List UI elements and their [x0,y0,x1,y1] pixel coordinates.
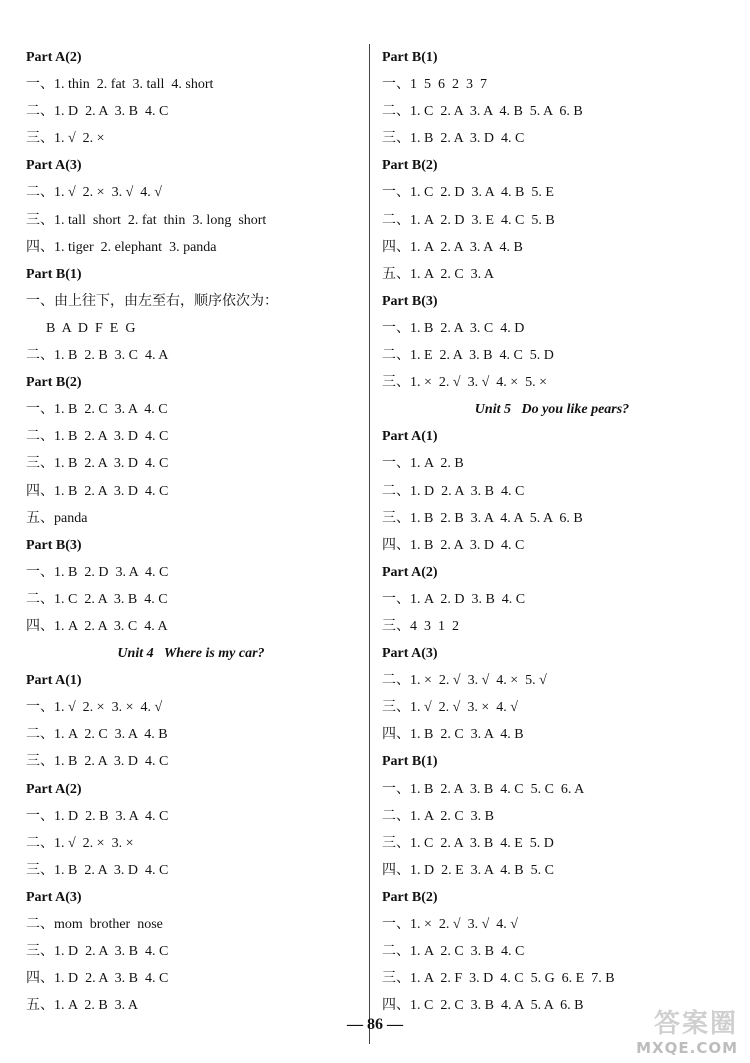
answer-line: 二、1. C 2. A 3. A 4. B 5. A 6. B [382,104,583,120]
answer-line: 二、1. D 2. A 3. B 4. C [26,104,169,120]
part-heading: Part A(1) [26,673,82,689]
watermark-logo [610,1003,738,1057]
left-answer-column [26,44,356,1019]
watermark-site: MXQE.COM [636,1039,738,1057]
answer-line: 五、panda [26,510,88,526]
part-heading: Part B(3) [26,537,82,553]
answer-line: 四、1. B 2. A 3. D 4. C [382,537,525,553]
answer-line: 二、1. √ 2. × 3. × [26,835,134,851]
answer-line: 二、1. × 2. √ 3. √ 4. × 5. √ [382,673,547,689]
answer-line: 三、1. B 2. A 3. D 4. C [26,862,169,878]
answer-line: 一、1. D 2. B 3. A 4. C [26,808,169,824]
answer-line: 二、1. A 2. D 3. E 4. C 5. B [382,212,555,228]
page-number: — 86 — [347,1016,403,1033]
part-heading: Part B(2) [26,375,82,391]
column-divider [369,44,370,1044]
part-heading: Part A(3) [26,158,82,174]
answer-line: 三、1. C 2. A 3. B 4. E 5. D [382,835,554,851]
part-heading: Part B(1) [382,50,438,65]
answer-line: 二、1. A 2. C 3. B 4. C [382,944,525,960]
answer-line: 一、1. B 2. A 3. B 4. C 5. C 6. A [382,781,585,797]
answer-line: 二、mom brother nose [26,917,163,932]
answer-line: 四、1. A 2. A 3. A 4. B [382,239,523,255]
answer-line: 一、1. × 2. √ 3. √ 4. √ [382,917,518,932]
answer-line: 二、1. B 2. B 3. C 4. A [26,348,169,364]
answer-line: 三、1. × 2. √ 3. √ 4. × 5. × [382,375,548,391]
answer-line: 三、1. B 2. B 3. A 4. A 5. A 6. B [382,510,583,526]
part-heading: Part B(3) [382,293,438,309]
part-heading: Part B(2) [382,158,438,174]
answer-line: 三、1. B 2. A 3. D 4. C [382,131,525,147]
answer-line: 三、1. B 2. A 3. D 4. C [26,456,169,472]
answer-line: 三、1. √ 2. × [26,131,105,147]
part-heading: Part A(2) [26,50,82,65]
answer-line: 三、1. √ 2. √ 3. × 4. √ [382,700,518,716]
right-answer-column [382,44,722,1019]
answer-line: 一、1. B 2. C 3. A 4. C [26,402,168,418]
answer-line: 二、1. B 2. A 3. D 4. C [26,429,169,445]
part-heading: Part B(2) [382,889,438,905]
unit-heading: Unit 5 Do you like pears? [474,402,630,418]
part-heading: Part A(1) [382,429,438,445]
answer-line: 二、1. D 2. A 3. B 4. C [382,483,525,499]
answer-line: 一、1. √ 2. × 3. × 4. √ [26,700,163,716]
answer-line: 四、1. A 2. A 3. C 4. A [26,618,168,634]
answer-line: 二、1. √ 2. × 3. √ 4. √ [26,185,162,201]
answer-line: 一、1. A 2. B [382,456,464,472]
answer-line: 一、1. C 2. D 3. A 4. B 5. E [382,185,554,201]
answer-line: 三、1. D 2. A 3. B 4. C [26,944,169,960]
part-heading: Part A(3) [382,646,438,662]
answer-line: 四、1. D 2. A 3. B 4. C [26,971,169,987]
part-heading: Part A(2) [382,564,438,580]
watermark-logo-text: 答案圈 [653,1009,738,1039]
answer-line: 五、1. A 2. C 3. A [382,266,495,282]
part-heading: Part A(2) [26,781,82,797]
part-heading: Part B(1) [26,266,82,282]
answer-line: 二、1. E 2. A 3. B 4. C 5. D [382,348,554,364]
answer-line: 四、1. C 2. C 3. B 4. A 5. A 6. B [382,998,584,1014]
answer-line: 四、1. D 2. E 3. A 4. B 5. C [382,862,554,878]
answer-line: 四、1. B 2. A 3. D 4. C [26,483,169,499]
answer-line: 一、由上往下，由左至右，顺序依次为： [26,293,278,309]
answer-line: 一、1 5 6 2 3 7 [382,77,487,93]
part-heading: Part B(1) [382,754,438,770]
answer-line: 三、1. tall short 2. fat thin 3. long short [26,212,267,228]
answer-line: 一、1. A 2. D 3. B 4. C [382,591,526,607]
part-heading: Part A(3) [26,889,82,905]
answer-line: 一、1. B 2. A 3. C 4. D [382,320,525,336]
answer-line: 一、1. thin 2. fat 3. tall 4. short [26,77,214,93]
answer-line: 五、1. A 2. B 3. A [26,998,139,1014]
answer-line: 三、4 3 1 2 [382,618,459,634]
answer-line: 二、1. A 2. C 3. B [382,808,495,824]
answer-line: 三、1. B 2. A 3. D 4. C [26,754,169,770]
answer-line: 四、1. B 2. C 3. A 4. B [382,727,524,743]
answer-line: 二、1. A 2. C 3. A 4. B [26,727,168,743]
answer-line: 一、1. B 2. D 3. A 4. C [26,564,169,580]
answer-line: 三、1. A 2. F 3. D 4. C 5. G 6. E 7. B [382,971,615,987]
answer-line: B A D F E G [46,320,136,336]
unit-heading: Unit 4 Where is my car? [117,646,265,662]
answer-line: 二、1. C 2. A 3. B 4. C [26,591,168,607]
answer-line: 四、1. tiger 2. elephant 3. panda [26,239,217,255]
